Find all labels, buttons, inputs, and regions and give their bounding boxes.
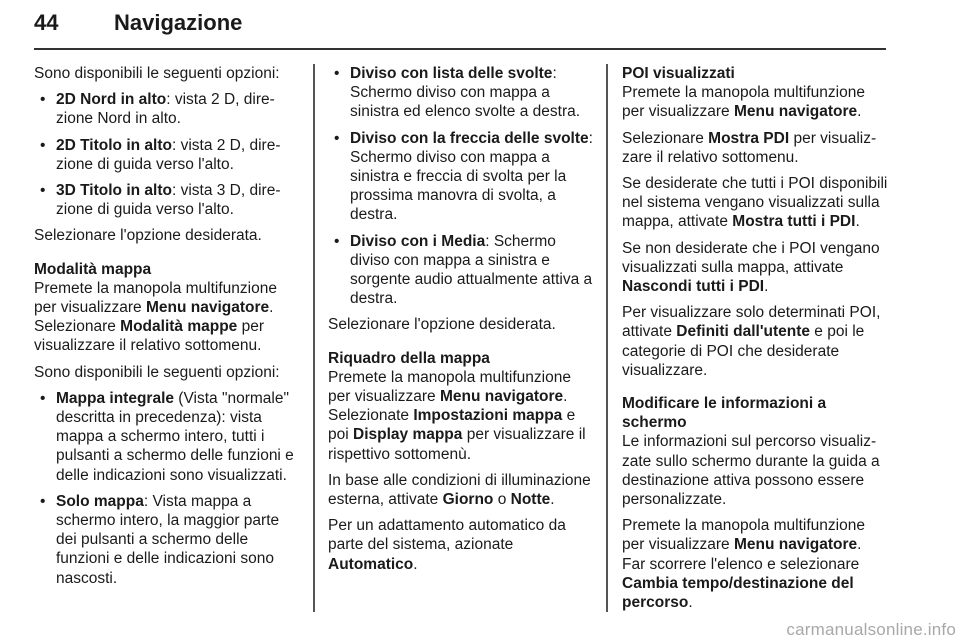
paragraph: Per visualizzare solo determinati POI, attivate Definiti dall'utente e poi le categorie di POI che desiderate visualizzare.	[622, 304, 881, 379]
list-item	[34, 181, 302, 219]
section-heading-poi: POI visualizzati	[622, 65, 735, 82]
watermark: carmanualsonline.info	[786, 620, 956, 639]
option-term: Diviso con la freccia delle svolte	[350, 129, 589, 147]
section-heading-info-schermo: Modificare le informazioni a schermo	[622, 395, 827, 432]
page-header	[34, 10, 886, 50]
paragraph: Premete la manopola multifunzione per visualizzare Menu navigatore. Selezionate Impostazioni mappa e poi Display mappa per visualizzare il rispettivo sottomenù.	[328, 368, 586, 463]
select-instruction: Selezionare l'opzione desiderata.	[34, 227, 262, 245]
paragraph: Premete la manopola multifunzione per visualizzare Menu navigatore. Selezionare Modalità mappe per visualizzare il relativo sottomenu.	[34, 279, 277, 355]
option-text: : Vista mappa a schermo intero, la maggior parte dei pulsanti a schermo delle funzioni e delle indicazioni sono nascosti.	[56, 492, 280, 587]
section-title: Navigazione	[114, 10, 243, 35]
option-text: : vista 3 D, direzione di guida verso l'alto.	[56, 182, 281, 219]
column-3	[622, 64, 888, 619]
section-heading-modalita-mappa: Modalità mappa	[34, 260, 152, 278]
option-text: (Vista "normale" descritta in precedenza): vista mappa a schermo intero, tutti i pulsanti a schermo delle funzioni e delle indicazioni sono visualizzati.	[56, 389, 294, 484]
split-options-list	[328, 64, 596, 308]
option-text: : Schermo diviso con mappa a sinistra e sorgente audio attualmente attiva a destra.	[350, 232, 593, 308]
column-divider-1	[313, 64, 315, 612]
column-divider-2	[606, 64, 608, 612]
paragraph: In base alle condizioni di illuminazione esterna, attivate Giorno o Notte.	[328, 471, 591, 509]
option-text: : vista 2 D, direzione Nord in alto.	[56, 91, 275, 128]
list-item	[328, 129, 596, 225]
option-text: : Schermo diviso con mappa a sinistra ed elenco svolte a destra.	[350, 65, 581, 121]
view-options-list	[34, 90, 302, 219]
map-mode-options-list	[34, 389, 302, 588]
paragraph: Se desiderate che tutti i POI disponibili nel sistema vengano visualizzati sulla mappa, attivate Mostra tutti i PDI.	[622, 175, 888, 231]
paragraph: Per un adattamento automatico da parte del sistema, azionate Automatico.	[328, 517, 566, 573]
select-instruction: Selezionare l'opzione desiderata.	[328, 316, 556, 334]
option-term: Solo mappa	[56, 492, 144, 510]
paragraph: Le informazioni sul percorso visualizzate sullo schermo durante la guida a destinazione attiva possono essere personalizzate.	[622, 433, 880, 509]
option-term: 2D Titolo in alto	[56, 136, 172, 154]
option-text: : Schermo diviso con mappa a sinistra e freccia di svolta per la prossima manovra di svolta, a destra.	[350, 129, 593, 224]
paragraph: Premete la manopola multifunzione per visualizzare Menu navigatore.	[622, 84, 865, 121]
options-intro: Sono disponibili le seguenti opzioni:	[34, 65, 280, 82]
option-term: Mappa integrale	[56, 389, 174, 407]
list-item	[34, 136, 302, 174]
header-divider	[34, 48, 886, 50]
column-2	[328, 64, 596, 581]
paragraph: Se non desiderate che i POI vengano visualizzati sulla mappa, attivate Nascondi tutti i PDI.	[622, 239, 880, 296]
column-1	[34, 64, 302, 595]
option-term: 3D Titolo in alto	[56, 182, 172, 200]
option-text: : vista 2 D, direzione di guida verso l'alto.	[56, 136, 281, 173]
list-item	[328, 64, 596, 122]
option-term: 2D Nord in alto	[56, 91, 167, 109]
paragraph: Selezionare Mostra PDI per visualizzare il relativo sottomenu.	[622, 129, 877, 166]
list-item	[34, 492, 302, 588]
list-item	[34, 90, 302, 128]
option-term: Diviso con i Media	[350, 232, 486, 250]
list-item	[34, 389, 302, 485]
option-term: Diviso con lista delle svolte	[350, 65, 553, 82]
page-number: 44	[34, 10, 59, 35]
list-item	[328, 232, 596, 309]
section-heading-riquadro-mappa: Riquadro della mappa	[328, 349, 490, 367]
paragraph: Premete la manopola multifunzione per visualizzare Menu navigatore. Far scorrere l'elenco e selezionare Cambia tempo/destinazione del percorso.	[622, 517, 865, 612]
options-intro: Sono disponibili le seguenti opzioni:	[34, 363, 280, 381]
